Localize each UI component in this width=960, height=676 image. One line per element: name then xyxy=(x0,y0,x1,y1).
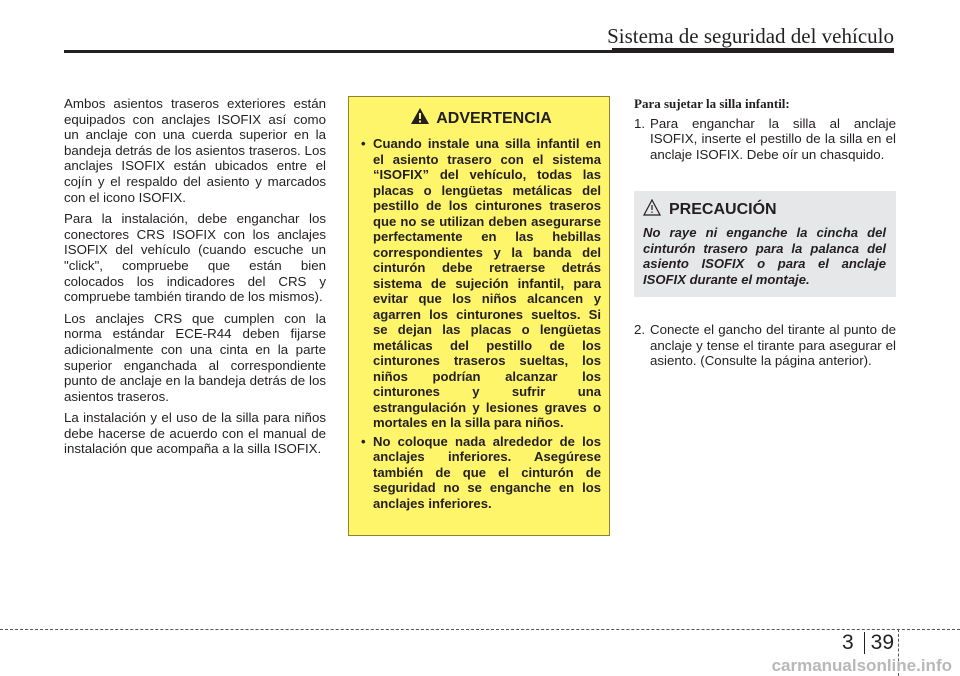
bullet: • xyxy=(361,136,366,151)
caution-title: PRECAUCIÓN xyxy=(669,201,777,218)
step-item xyxy=(634,322,896,375)
step-row xyxy=(634,322,896,369)
warning-item-text: Cuando instale una silla infantil en el asiento trasero con el sistema “ISOFIX” del vehículo, todas las placas o lengüetas metálicas del pestillo de los cinturones traseros que no se utilizan deben asegurarse perfectamente en las hebillas correspondientes y la banda del cinturón debe retraerse detrás sistema de sujeción infantil, para evitar que los niños alcancen y agarren los cinturones sueltos. Si se dejan las placas o lengüetas metálicas del pestillo de los cinturones traseros sueltas, los niños podrían alcanzar los cinturones y sufrir una estrangulación y lesiones graves o mortales en la silla para niños. xyxy=(373,136,601,430)
paragraph: La instalación y el uso de la silla para niños debe hacerse de acuerdo con el manual de instalación que acompaña a la silla ISOFIX. xyxy=(64,410,326,457)
warning-list xyxy=(361,136,601,511)
caution-triangle-icon xyxy=(643,199,661,221)
warning-item xyxy=(361,434,601,512)
caution-text: No raye ni enganche la cincha del cinturón trasero para la palanca del asiento ISOFIX o para el anclaje ISOFIX durante el montaje. xyxy=(643,225,886,287)
warning-item xyxy=(361,136,601,431)
paragraph: Los anclajes CRS que cumplen con la norma estándar ECE-R44 deben fijarse adicionalmente con una cinta en la parte superior enganchada al correspondiente punto de anclaje en la bandeja detrás de los asientos traseros. xyxy=(64,310,326,404)
step-number: 1. xyxy=(634,115,646,131)
instructions-subheading: Para sujetar la silla infantil: xyxy=(634,96,790,111)
header-rule-accent xyxy=(612,48,894,53)
bullet: • xyxy=(361,433,366,449)
step-text: Conecte el gancho del tirante al punto de anclaje y tense el tirante para asegurar el asiento. (Consulte la página anterior). xyxy=(650,322,896,369)
page-number xyxy=(842,632,894,654)
paragraph: Ambos asientos traseros exteriores están equipados con anclajes ISOFIX así como un anclaje con una cuerda superior en la bandeja detrás de los asientos traseros. Los anclajes ISOFIX están ubicados entre el cojín y el respaldo del asiento y marcados con el icono ISOFIX. xyxy=(64,96,326,205)
warning-triangle-icon xyxy=(410,107,430,130)
paragraph: Para la instalación, debe enganchar los conectores CRS ISOFIX con los anclajes ISOFIX del vehículo (cuando escuche un "click", compruebe que están bien colocados los indicadores del CRS y compruebe también tirando de los mismos). xyxy=(64,211,326,305)
section-title: Sistema de seguridad del vehículo xyxy=(607,24,894,48)
warning-heading xyxy=(361,107,601,130)
step-item xyxy=(634,116,896,163)
warning-item-text: No coloque nada alrededor de los anclajes inferiores. Asegúrese también de que el cinturón de seguridad no se enganche en los anclajes inferiores. xyxy=(373,433,601,511)
warning-title: ADVERTENCIA xyxy=(436,109,552,127)
watermark: carmanualsonline.info xyxy=(771,656,952,675)
step-number: 2. xyxy=(634,322,646,337)
caution-heading xyxy=(643,199,886,221)
warning-box xyxy=(348,96,610,536)
page-number-value: 39 xyxy=(870,631,894,654)
chapter-number: 3 xyxy=(842,632,865,654)
right-column xyxy=(634,96,896,168)
step-text: Para enganchar la silla al anclaje ISOFIX, inserte el pestillo de la silla en el anclaje ISOFIX. Debe oír un chasquido. xyxy=(650,115,896,162)
left-column xyxy=(64,96,326,463)
caution-box xyxy=(634,191,896,297)
footer-divider xyxy=(0,629,960,630)
